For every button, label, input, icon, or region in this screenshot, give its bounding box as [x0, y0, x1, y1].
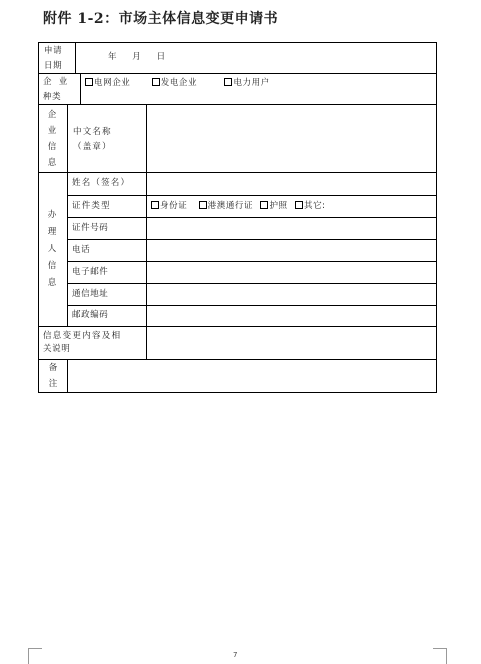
- remarks-label: 备 注: [48, 363, 58, 389]
- apply-date-label: [44, 45, 62, 72]
- postal-code-label: 邮政编码: [72, 310, 109, 320]
- id-type-label: 证件类型: [72, 201, 111, 211]
- checkbox-icon: [152, 78, 160, 86]
- mailing-address-label: 通信地址: [72, 289, 109, 299]
- checkbox-icon: [224, 78, 232, 86]
- page-corner-mark-right: [446, 648, 447, 664]
- page-title: 附件 1-2：市场主体信息变更申请书: [43, 11, 279, 27]
- apply-date-field[interactable]: 年 月 日: [108, 52, 167, 62]
- remarks-input[interactable]: [71, 362, 432, 390]
- enterprise-info-label: 企 业 信 息: [47, 110, 57, 168]
- page-corner-mark-left-h: [28, 648, 42, 649]
- option-power-user[interactable]: 电力用户: [224, 78, 269, 89]
- apply-date-label-line2: 日期: [44, 61, 63, 71]
- id-type-options: [151, 201, 330, 212]
- checkbox-icon: [151, 201, 159, 209]
- page-number: 7: [233, 651, 238, 659]
- checkbox-icon: [295, 201, 303, 209]
- phone-input[interactable]: [150, 242, 432, 259]
- checkbox-icon: [260, 201, 268, 209]
- checkbox-icon: [85, 78, 93, 86]
- id-number-input[interactable]: [150, 220, 432, 237]
- option-hk-macau-pass[interactable]: 港澳通行证: [199, 201, 254, 212]
- handler-info-label: 办 理 人 信 息: [47, 210, 57, 288]
- enterprise-type-label: [43, 76, 68, 103]
- option-grid-company[interactable]: 电网企业: [85, 78, 130, 89]
- handler-name-input[interactable]: [150, 175, 432, 192]
- id-number-label: 证件号码: [72, 223, 109, 233]
- enterprise-type-label-line2: 种类: [43, 92, 62, 102]
- option-power-generation-company[interactable]: 发电企业: [152, 78, 197, 89]
- page-corner-mark-right-h: [433, 648, 447, 649]
- mailing-address-input[interactable]: [150, 286, 432, 303]
- handler-name-label: 姓名（签名）: [72, 178, 131, 188]
- email-label: 电子邮件: [72, 267, 109, 277]
- apply-date-label-line1: 申请: [44, 46, 63, 56]
- phone-label: 电话: [72, 245, 91, 255]
- option-other[interactable]: 其它:: [295, 201, 326, 212]
- option-passport[interactable]: 护照: [260, 201, 287, 212]
- email-input[interactable]: [150, 264, 432, 281]
- chinese-name-input[interactable]: [150, 108, 432, 168]
- enterprise-type-label-line1: 企 业: [43, 77, 68, 87]
- option-id-card[interactable]: 身份证: [151, 201, 187, 212]
- page-corner-mark-left: [28, 648, 29, 664]
- postal-code-input[interactable]: [150, 308, 432, 324]
- checkbox-icon: [199, 201, 207, 209]
- change-content-label: 信息变更内容及相 关说明: [43, 331, 122, 354]
- change-content-input[interactable]: [150, 329, 432, 356]
- enterprise-type-options: [85, 78, 274, 89]
- chinese-name-label: 中文名称 （盖章）: [73, 127, 112, 152]
